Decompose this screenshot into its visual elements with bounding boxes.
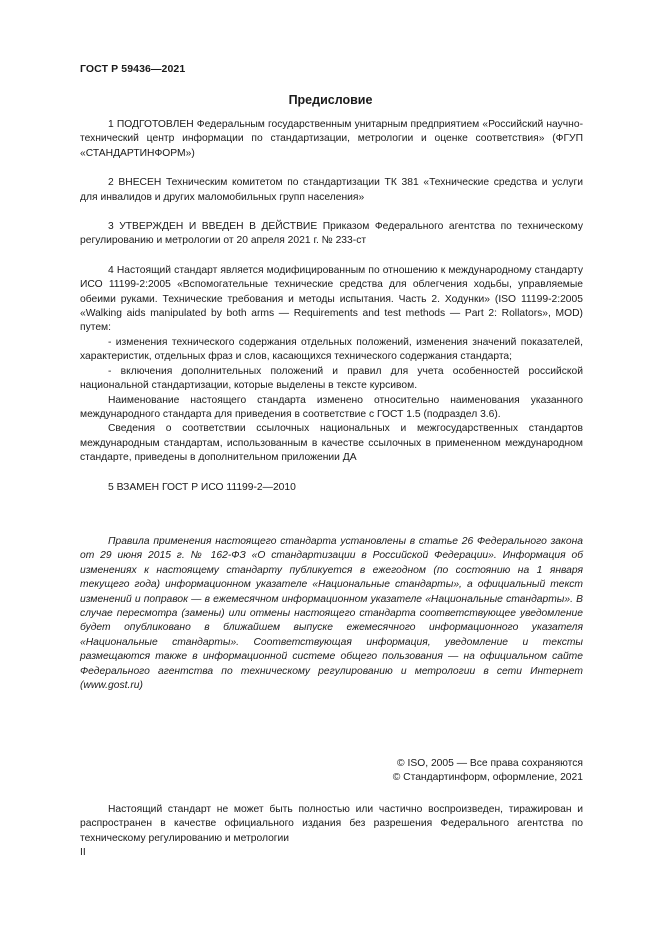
paragraph-name-change: Наименование настоящего стандарта изменено относительно наименования указанного международного стандарта для приведения в соответствие с ГОСТ 1.5 (подраздел 3.6). (80, 394, 583, 420)
reprint-notice-block (80, 803, 583, 846)
paragraph-application-rules: Правила применения настоящего стандарта установлены в статье 26 Федерального закона от 29 июня 2015 г. № 162-ФЗ «О стандартизации в Российской Федерации». Информация об изменениях к настоящему стандарту публикуется в ежегодном (по состоянию на 1 января текущего года) информационном указателе «Национальные стандарты», а официальный текст изменений и поправок — в ежемесячном информационном указателе «Национальные стандарты». В случае пересмотра (замены) или отмены настоящего стандарта соответствующее уведомление будет опубликовано в ближайшем выпуске ежемесячного информационного указателя «Национальные стандарты». Соответствующая информация, уведомление и тексты размещаются также в информационной системе общего пользования — на официальном сайте Федерального агентства по техническому регулированию и метрологии в сети Интернет (www.gost.ru) (80, 535, 583, 691)
standard-code: ГОСТ Р 59436—2021 (80, 63, 186, 75)
copyright-standartinform: © Стандартинформ, оформление, 2021 (392, 772, 583, 784)
paragraph-replaces: 5 ВЗАМЕН ГОСТ Р ИСО 11199-2—2010 (108, 481, 296, 493)
paragraph-approved: 3 УТВЕРЖДЕН И ВВЕДЕН В ДЕЙСТВИЕ Приказом Федерального агентства по техническому регулированию и метрологии от 20 апреля 2021 г. № 233-ст (80, 221, 583, 247)
copyright-block (80, 757, 583, 786)
paragraph-bullet-changes: - изменения технического содержания отдельных положений, изменения значений показателей, характеристик, отдельных фраз и слов, касающихся технического содержания стандарта; (80, 336, 583, 363)
reprint-notice: Настоящий стандарт не может быть полностью или частично воспроизведен, тиражирован и распространен в качестве официального издания без разрешения Федерального агентства по техническому регулированию и метрологии (80, 804, 583, 844)
paragraph-bullet-additions: - включения дополнительных положений и правил для учета особенностей российской национальной стандартизации, которые выделены в тексте курсивом. (80, 365, 583, 392)
foreword-body (80, 118, 583, 693)
page-title: Предисловие (288, 93, 373, 107)
paragraph-introduced-by: 2 ВНЕСЕН Техническим комитетом по стандартизации ТК 381 «Технические средства и услуги для инвалидов и других маломобильных групп населения» (80, 177, 583, 203)
paragraph-modification: 4 Настоящий стандарт является модифицированным по отношению к международному стандарту ИСО 11199-2:2005 «Вспомогательные технические средства для облегчения ходьбы, управляемые обеими руками. Технические требования и методы испытания. Часть 2. Ходунки» (ISO 11199-2:2005 «Walking aids manipulated by both arms — Requirements and test methods — Part 2: Rollators», MOD) путем: (80, 264, 583, 334)
copyright-iso: © ISO, 2005 — Все права сохраняются (397, 758, 583, 769)
paragraph-prepared-by: 1 ПОДГОТОВЛЕН Федеральным государственным унитарным предприятием «Российский научно-технический центр информации по стандартизации, метрологии и оценке соответствия» (ФГУП «СТАНДАРТИНФОРМ») (80, 119, 583, 159)
page-number: II (80, 847, 86, 858)
paragraph-references: Сведения о соответствии ссылочных национальных и межгосударственных стандартов международным стандартам, использованным в качестве ссылочных в примененном международном стандарте, приведены в дополнительном приложении ДА (80, 423, 583, 464)
